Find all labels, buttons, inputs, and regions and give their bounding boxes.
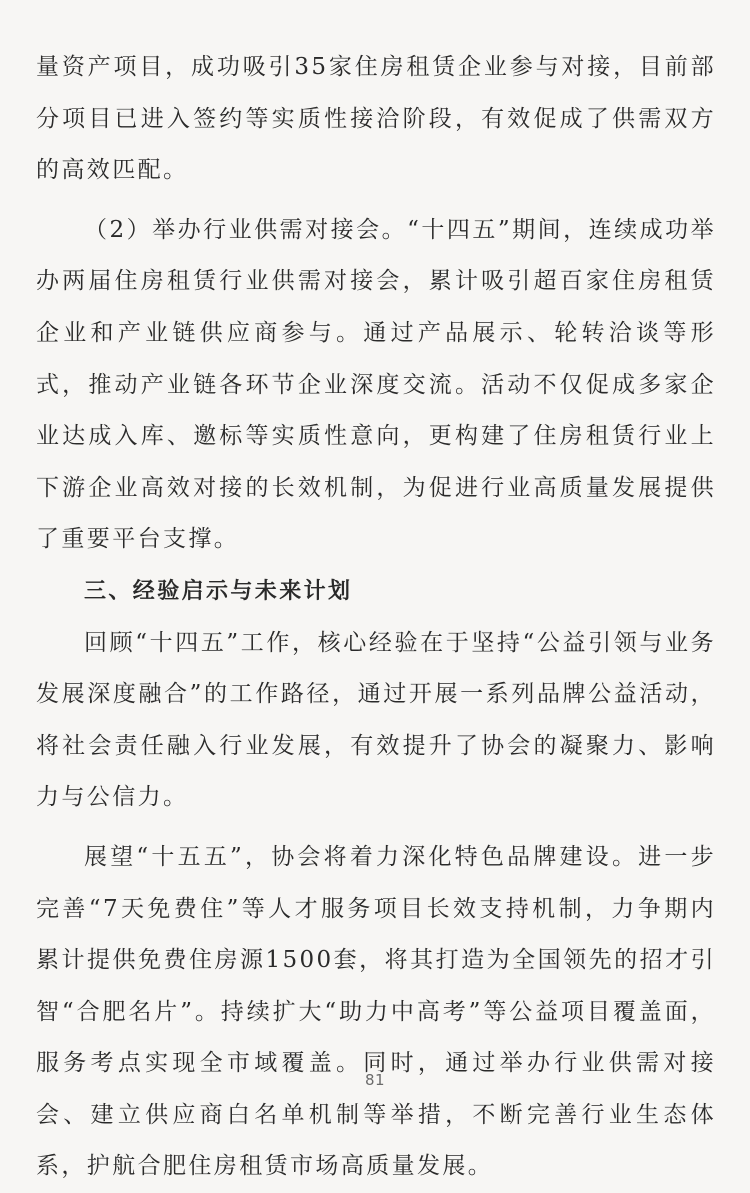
page-number: 81 <box>364 1071 386 1089</box>
section-heading: 三、经验启示与未来计划 <box>84 578 353 604</box>
paragraph-review: 回顾“十四五”工作，核心经验在于坚持“公益引领与业务发展深度融合”的工作路径，通过开展一系列品牌公益活动，将社会责任融入行业发展，有效提升了协会的凝聚力、影响力与公信力。 <box>36 629 716 811</box>
paragraph-continuation: 量资产项目，成功吸引35家住房租赁企业参与对接，目前部分项目已进入签约等实质性接洽阶段，有效促成了供需双方的高效匹配。 <box>36 54 716 184</box>
paragraph-outlook: 展望“十五五”，协会将着力深化特色品牌建设。进一步完善“7天免费住”等人才服务项目长效支持机制，力争期内累计提供免费住房源1500套，将其打造为全国领先的招才引智“合肥名片”。持续扩大“助力中高考”等公益项目覆盖面，服务考点实现全市域覆盖。同时，通过举办行业供需对接会、建立供应商白名单机制等举措，不断完善行业生态体系，护航合肥住房租赁市场高质量发展。 <box>36 843 716 1180</box>
body-text <box>36 42 716 1193</box>
paragraph-item-2: （2）举办行业供需对接会。“十四五”期间，连续成功举办两届住房租赁行业供需对接会，累计吸引超百家住房租赁企业和产业链供应商参与。通过产品展示、轮转洽谈等形式，推动产业链各环节企业深度交流。活动不仅促成多家企业达成入库、邀标等实质性意向，更构建了住房租赁行业上下游企业高效对接的长效机制，为促进行业高质量发展提供了重要平台支撑。 <box>36 216 716 553</box>
